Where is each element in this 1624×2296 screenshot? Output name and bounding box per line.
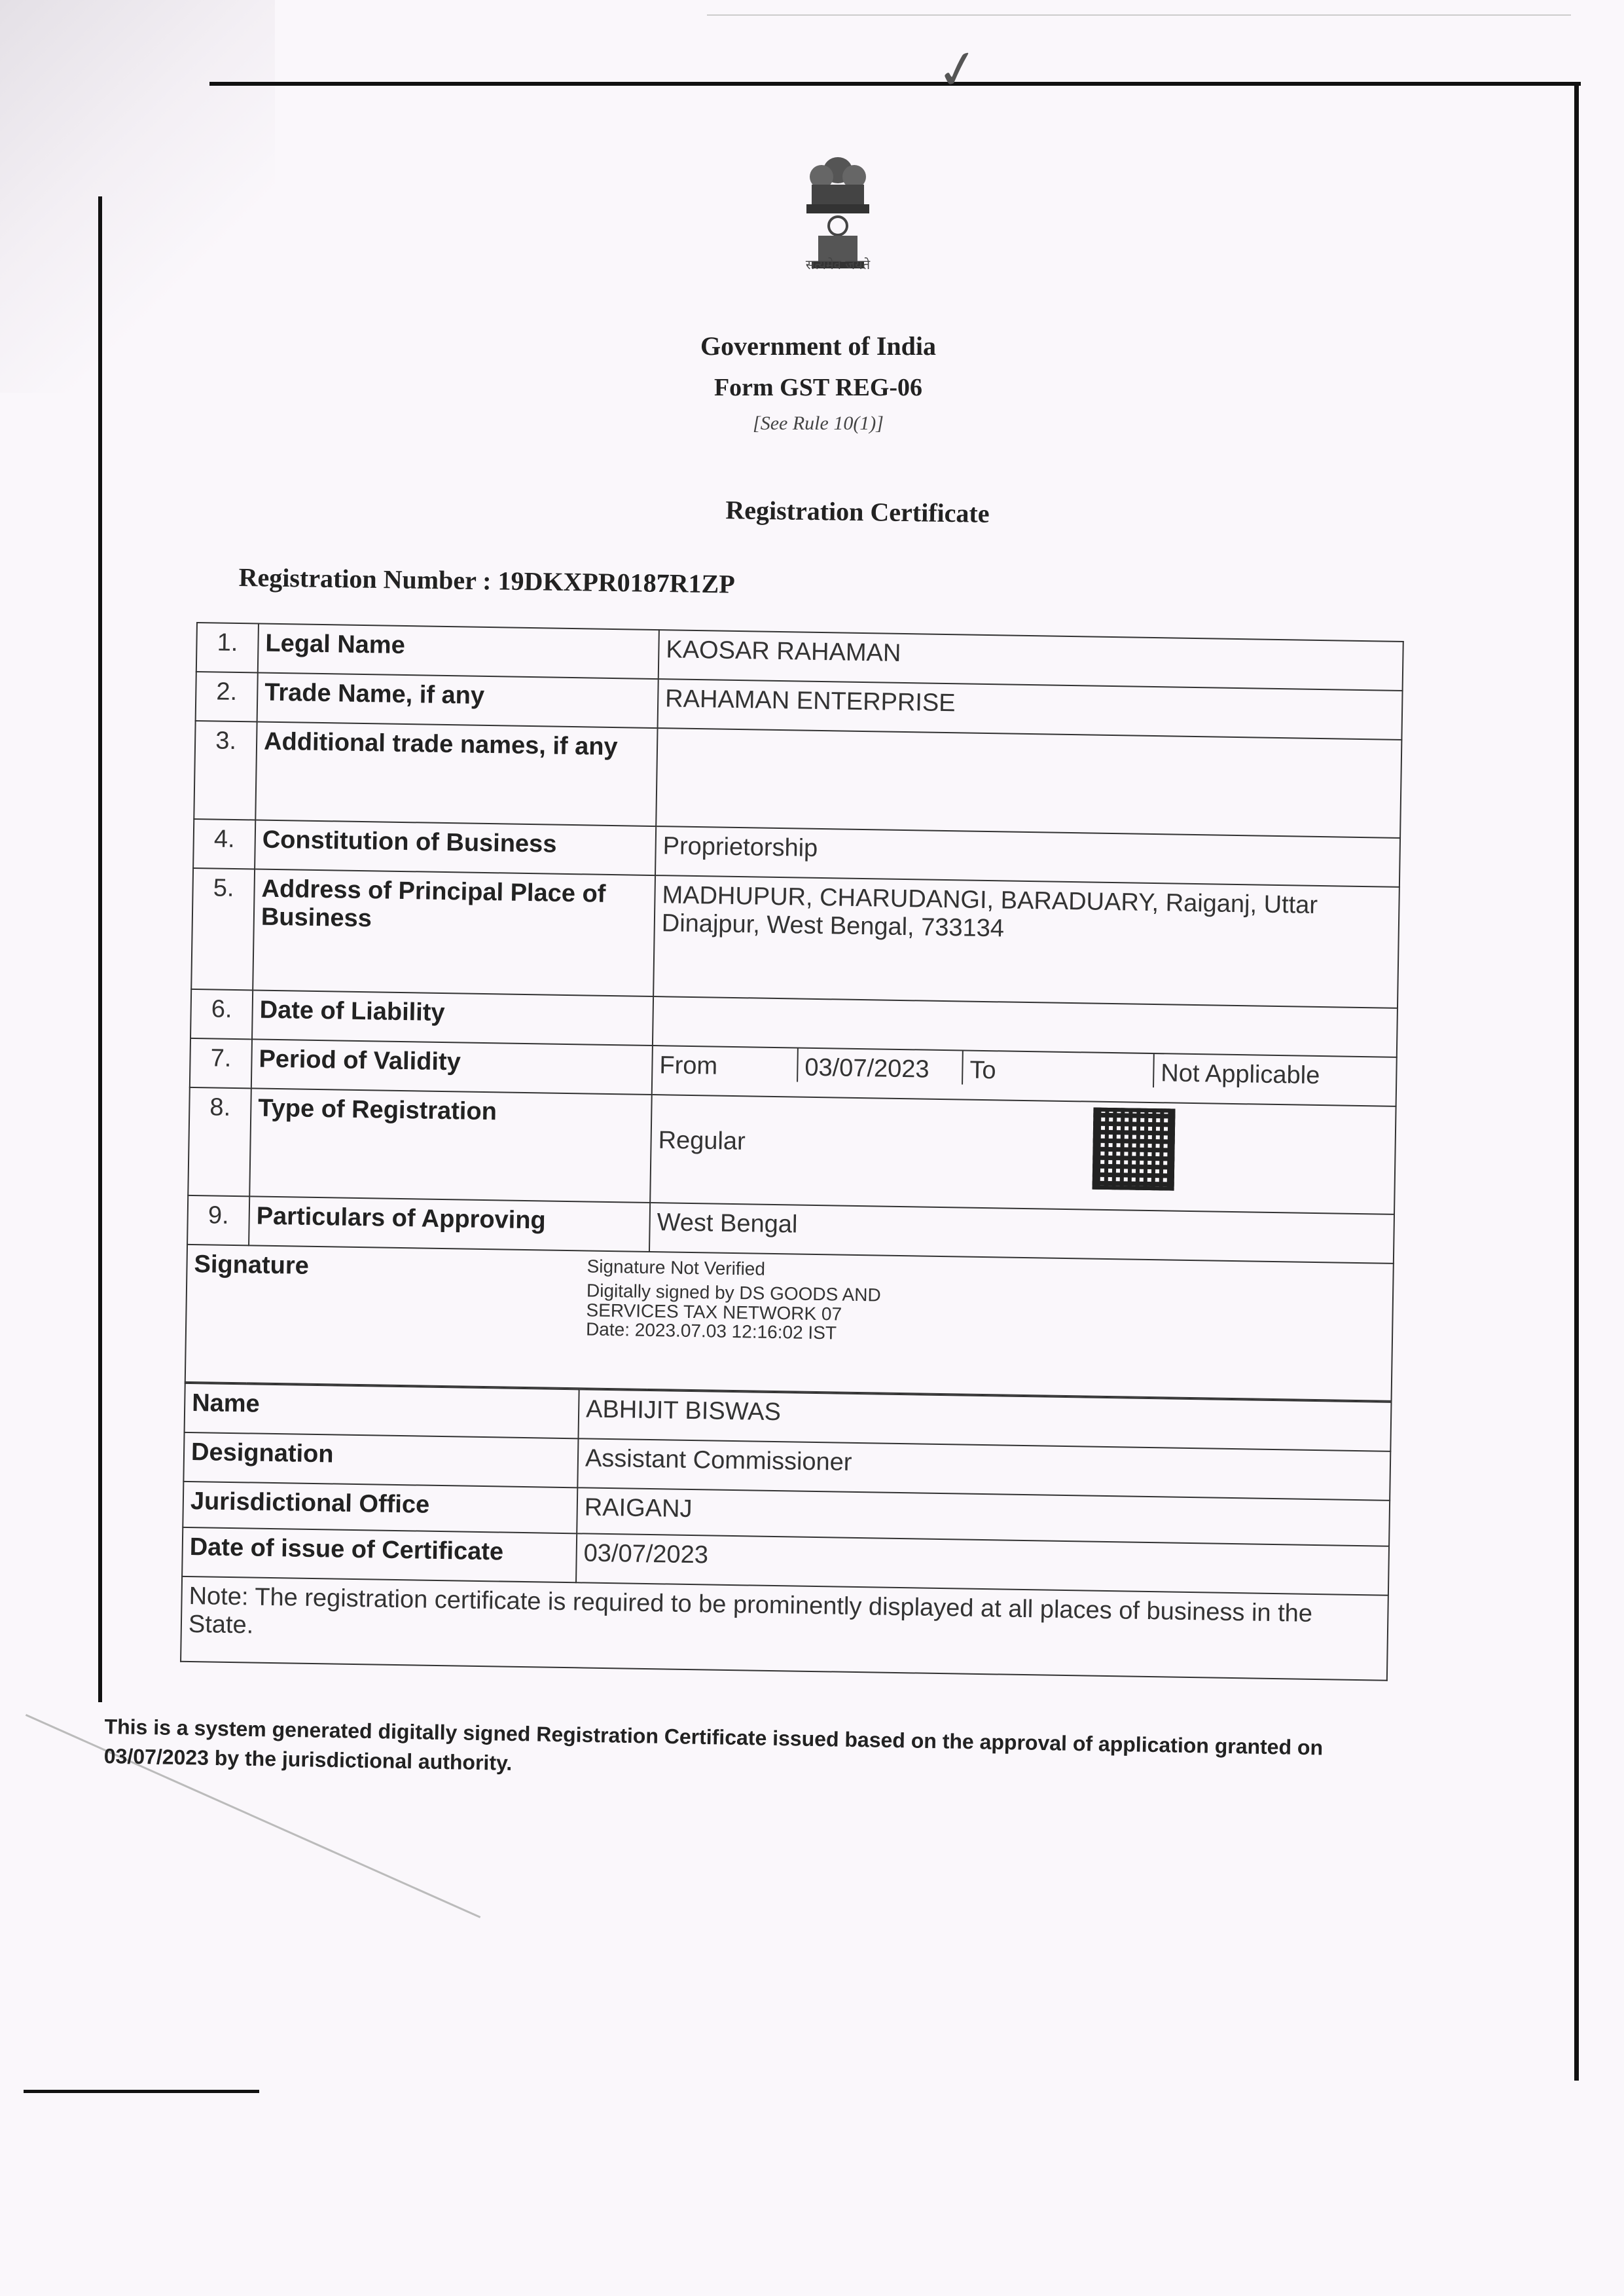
signature-label: Signature — [194, 1250, 310, 1280]
registration-number-label: Registration Number : — [238, 562, 492, 596]
government-heading: Government of India — [700, 331, 936, 361]
row-number: 5. — [191, 868, 255, 990]
digital-signature-block — [586, 1256, 882, 1343]
officer-label: Designation — [183, 1432, 578, 1487]
form-heading: Form GST REG-06 — [713, 374, 923, 401]
signature-line-1: Digitally signed by DS GOODS AND — [586, 1280, 881, 1305]
frame-border-bottom-left — [24, 2090, 259, 2093]
row-value: West Bengal — [649, 1203, 1394, 1264]
note-row — [181, 1576, 1388, 1681]
frame-border-top — [209, 82, 1581, 86]
display-note: Note: The registration certificate is required to be prominently displayed at all places of business in the State. — [181, 1576, 1388, 1681]
table-row — [191, 868, 1399, 1008]
row-value — [650, 1095, 1396, 1214]
validity-from-date: 03/07/2023 — [798, 1049, 964, 1085]
row-number: 8. — [188, 1087, 251, 1196]
officer-label: Date of issue of Certificate — [182, 1527, 577, 1582]
row-number: 2. — [196, 672, 258, 721]
row-value: KAOSAR RAHAMAN — [659, 630, 1403, 691]
signature-status: Signature Not Verified — [586, 1256, 766, 1279]
row-number: 1. — [196, 623, 259, 672]
row-value — [656, 728, 1401, 838]
row-label: Constitution of Business — [255, 820, 656, 875]
signature-row — [185, 1245, 1394, 1401]
registration-number-value: 19DKXPR0187R1ZP — [497, 566, 736, 599]
row-number: 3. — [194, 721, 257, 820]
officer-value: Assistant Commissioner — [577, 1438, 1390, 1500]
certificate-table — [180, 622, 1404, 1681]
row-number: 6. — [190, 989, 253, 1039]
registration-type-value: Regular — [658, 1126, 746, 1156]
signature-line-3: Date: 2023.07.03 12:16:02 IST — [585, 1319, 837, 1343]
frame-border-left — [98, 196, 102, 1702]
row-label: Trade Name, if any — [257, 672, 659, 728]
row-value: Proprietorship — [655, 826, 1400, 887]
frame-border-right — [1574, 84, 1579, 2081]
row-value: MADHUPUR, CHARUDANGI, BARADUARY, Raiganj, Uttar Dinajpur, West Bengal, 733134 — [653, 875, 1399, 1008]
signature-cell — [185, 1245, 1394, 1401]
officer-value: RAIGANJ — [577, 1487, 1390, 1546]
row-value: RAHAMAN ENTERPRISE — [658, 679, 1403, 740]
rule-reference: [See Rule 10(1)] — [753, 412, 884, 434]
system-generated-footer: This is a system generated digitally signed Registration Certificate issued based on the approval of application granted on 03/07/2023 by the jurisdictional authority. — [103, 1714, 1324, 1775]
signature-line-2: SERVICES TAX NETWORK 07 — [586, 1300, 842, 1324]
officer-label: Jurisdictional Office — [183, 1482, 577, 1533]
row-number: 7. — [190, 1038, 252, 1088]
officer-value: 03/07/2023 — [576, 1533, 1389, 1595]
row-label: Additional trade names, if any — [255, 721, 657, 826]
certificate-title: Registration Certificate — [725, 495, 990, 528]
row-label: Legal Name — [258, 623, 659, 679]
row-label: Particulars of Approving — [249, 1196, 650, 1252]
qr-code-icon — [1092, 1108, 1175, 1191]
registration-number — [238, 562, 735, 600]
top-rule — [707, 14, 1571, 16]
row-label: Address of Principal Place of Business — [253, 869, 655, 996]
row-label: Period of Validity — [251, 1039, 653, 1095]
row-number: 9. — [187, 1195, 249, 1245]
table-row — [188, 1087, 1396, 1214]
validity-to-date: Not Applicable — [1161, 1059, 1320, 1090]
emblem-motto: सत्यमेव जयते — [805, 257, 871, 272]
officer-label: Name — [185, 1383, 579, 1438]
officer-value: ABHIJIT BISWAS — [578, 1389, 1391, 1451]
validity-from-label: From — [653, 1046, 799, 1082]
page-fold-shadow — [0, 0, 275, 393]
table-row — [194, 721, 1401, 838]
check-mark-icon: ✓ — [931, 35, 985, 104]
validity-to-label: To — [963, 1051, 1155, 1087]
row-label: Type of Registration — [249, 1088, 652, 1203]
row-label: Date of Liability — [252, 990, 653, 1046]
row-number: 4. — [193, 819, 255, 869]
